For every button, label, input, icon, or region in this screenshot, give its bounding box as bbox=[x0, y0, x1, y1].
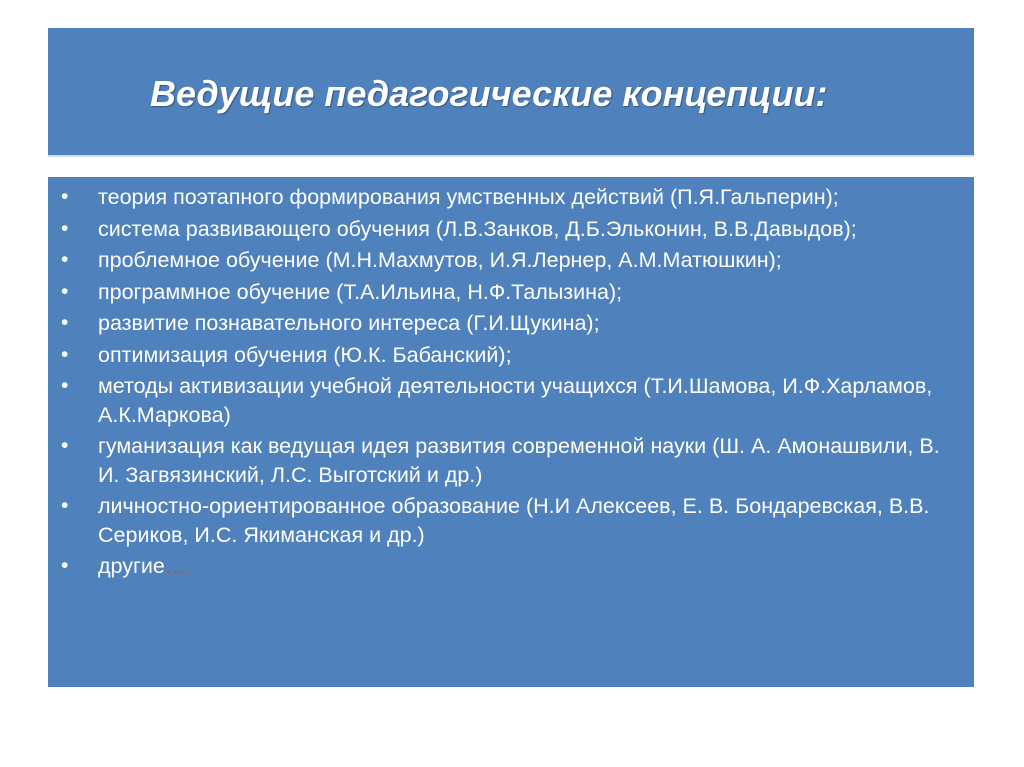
list-item bbox=[48, 492, 974, 549]
list-item-text: методы активизации учебной деятельности учащихся (Т.И.Шамова, И.Ф.Харламов, А.К.Маркова) bbox=[98, 374, 933, 427]
list-item-text: другие bbox=[98, 554, 165, 578]
list-item-text: теория поэтапного формирования умственных действий (П.Я.Гальперин); bbox=[98, 185, 839, 209]
list-item-text: оптимизация обучения (Ю.К. Бабанский); bbox=[98, 342, 512, 367]
list-item bbox=[48, 341, 974, 370]
bullet-icon: • bbox=[61, 554, 69, 577]
bullet-list bbox=[48, 183, 974, 584]
list-item-text: проблемное обучение (М.Н.Махмутов, И.Я.Лернер, А.М.Матюшкин); bbox=[98, 248, 782, 272]
bullet-icon: • bbox=[61, 185, 69, 208]
list-item bbox=[48, 372, 974, 429]
list-item bbox=[48, 309, 974, 338]
list-item bbox=[48, 215, 974, 244]
list-item-text: личностно-ориентированное образование (Н.И Алексеев, Е. В. Бондаревская, В.В. Сериков, И.С. Якиманская и др.) bbox=[98, 494, 930, 547]
list-item bbox=[48, 246, 974, 275]
list-item bbox=[48, 552, 974, 581]
list-item bbox=[48, 278, 974, 307]
bullet-icon: • bbox=[61, 248, 69, 271]
bullet-icon: • bbox=[61, 434, 69, 457]
content-box bbox=[48, 177, 974, 687]
list-item-text: программное обучение (Т.А.Ильина, Н.Ф.Талызина); bbox=[98, 279, 623, 304]
bullet-icon: • bbox=[61, 311, 69, 334]
bullet-icon: • bbox=[61, 494, 69, 517]
bullet-icon: • bbox=[61, 342, 69, 366]
list-item-text: система развивающего обучения (Л.В.Занков, Д.Б.Эльконин, В.В.Давыдов); bbox=[98, 216, 857, 241]
list-item-text: развитие познавательного интереса (Г.И.Щукина); bbox=[98, 311, 600, 335]
list-item bbox=[48, 183, 974, 212]
bullet-icon: • bbox=[61, 374, 69, 397]
title-box bbox=[48, 28, 974, 157]
list-item bbox=[48, 432, 974, 489]
ellipsis-suffix: …. bbox=[164, 554, 193, 578]
list-item-text: гуманизация как ведущая идея развития современной науки (Ш. А. Амонашвили, В. И. Загвязинский, Л.С. Выготский и др.) bbox=[98, 434, 940, 487]
bullet-icon: • bbox=[61, 216, 69, 240]
bullet-icon: • bbox=[61, 279, 69, 303]
slide-title: Ведущие педагогические концепции: bbox=[150, 73, 828, 114]
